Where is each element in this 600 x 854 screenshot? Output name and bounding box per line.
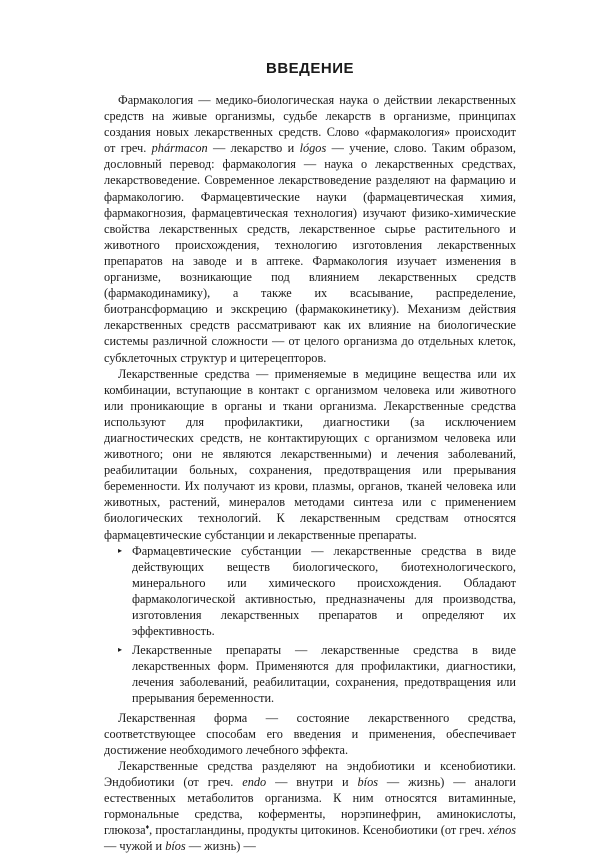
paragraph-text: Фармакология — медико-биологическая наука о действии лекарственных средств на живые организмы, судьбе лекарств в организме, принципах создания новых лекарственных средств. Слово «фармакология» происходит от греч. <box>104 93 516 156</box>
paragraph-text: — внутри и <box>266 774 358 789</box>
paragraph-text: , простагландины, продукты цитокинов. Ксенобиотики (от греч. <box>149 823 488 838</box>
paragraph-text: — лекарство и <box>207 141 300 156</box>
paragraph-medicinal-agents: Лекарственные средства — применяемые в медицине вещества или их комбинации, вступающие в контакт с организмом человека или животного или проникающие в органы и ткани организма. Лекарственные средства используют для профилактики, диагностики (за исключением диагностических средств, не контактирующих с организмом человека или животного; они не являются лекарственными) и лечения заболеваний, реабилитации больных, сохранения, предотвращения или прерывания беременности. Их получают из крови, плазмы, органов, тканей человека или животных, растений, минералов методами синтеза или с применением биологических технологий. К лекарственным средствам относятся фармацевтические субстанции и лекарственные препараты. <box>104 366 516 542</box>
greek-term: phármacon <box>151 141 208 156</box>
paragraph-dosage-form: Лекарственная форма — состояние лекарственного средства, соответствующее способам его введения и применения, обеспечивает достижение необходимого лечебного эффекта. <box>104 710 516 757</box>
list-item <box>104 642 516 706</box>
list-item <box>104 543 516 640</box>
list-item-text: Фармацевтические субстанции — лекарственные средства в виде действующих веществ биологического, биотехнологического, минерального или химического происхождения. Обладают фармакологической активностью, предназначены для производства, изготовления лекарственных препаратов и определяют их эффективность. <box>132 543 516 639</box>
footnote-marker-icon: ♦ <box>145 823 150 832</box>
paragraph-text: — учение, слово. Таким образом, дословный перевод: фармакология — наука о лекарственных средствах, лекарствоведение. Современное лекарствоведение разделяют на фармацию и фармакологию. Фармацевтические науки (фармацевтическая химия, фармакогнозия, фармацевтическая технология) изучают физико-химические свойства лекарственных средств, лекарственное сырье растительного и животного происхождения, технологию изготовления лекарственных препаратов на заводе и в аптеке. Фармакология изучает изменения в организме, возникающие под влиянием лекарственных средств (фармакодинамику), а также их всасывание, распределение, биотрансформацию и экскрецию (фармакокинетику). Механизм действия лекарственных средств рассматривают как их влияние на биологические системы различной сложности — от целого организма до отдельных клеток, субклеточных структур и цитерецепторов. <box>104 141 516 365</box>
page-title: ВВЕДЕНИЕ <box>266 60 354 77</box>
bullet-list <box>104 543 516 707</box>
paragraph-text: Лекарственные средства разделяют на эндобиотики и ксенобиотики. Эндобиотики (от греч. <box>104 758 516 789</box>
greek-term: bíos <box>165 839 186 854</box>
triangle-bullet-icon: ▸ <box>118 545 123 555</box>
paragraph-text: — чужой и <box>104 839 166 854</box>
paragraph-text: — жизнь) — <box>185 839 256 854</box>
greek-term: bíos <box>357 774 378 789</box>
paragraph-pharmacology-definition <box>104 92 516 366</box>
list-item-text: Лекарственные препараты — лекарственные средства в виде лекарственных форм. Применяются для профилактики, диагностики, лечения заболеваний, реабилитации, сохранения, предотвращения или прерывания беременности. <box>132 643 516 706</box>
greek-term: lógos <box>299 141 327 156</box>
greek-term: endo <box>242 774 267 789</box>
greek-term: xénos <box>488 823 516 838</box>
triangle-bullet-icon: ▸ <box>118 645 123 655</box>
paragraph-endobiotics <box>104 758 516 854</box>
paragraph-text: — жизнь) — аналоги естественных метаболитов организма. К ним относятся витаминные, гормональные средства, коферменты, норэпинефрин, аминокислоты, глюкоза <box>104 774 516 838</box>
